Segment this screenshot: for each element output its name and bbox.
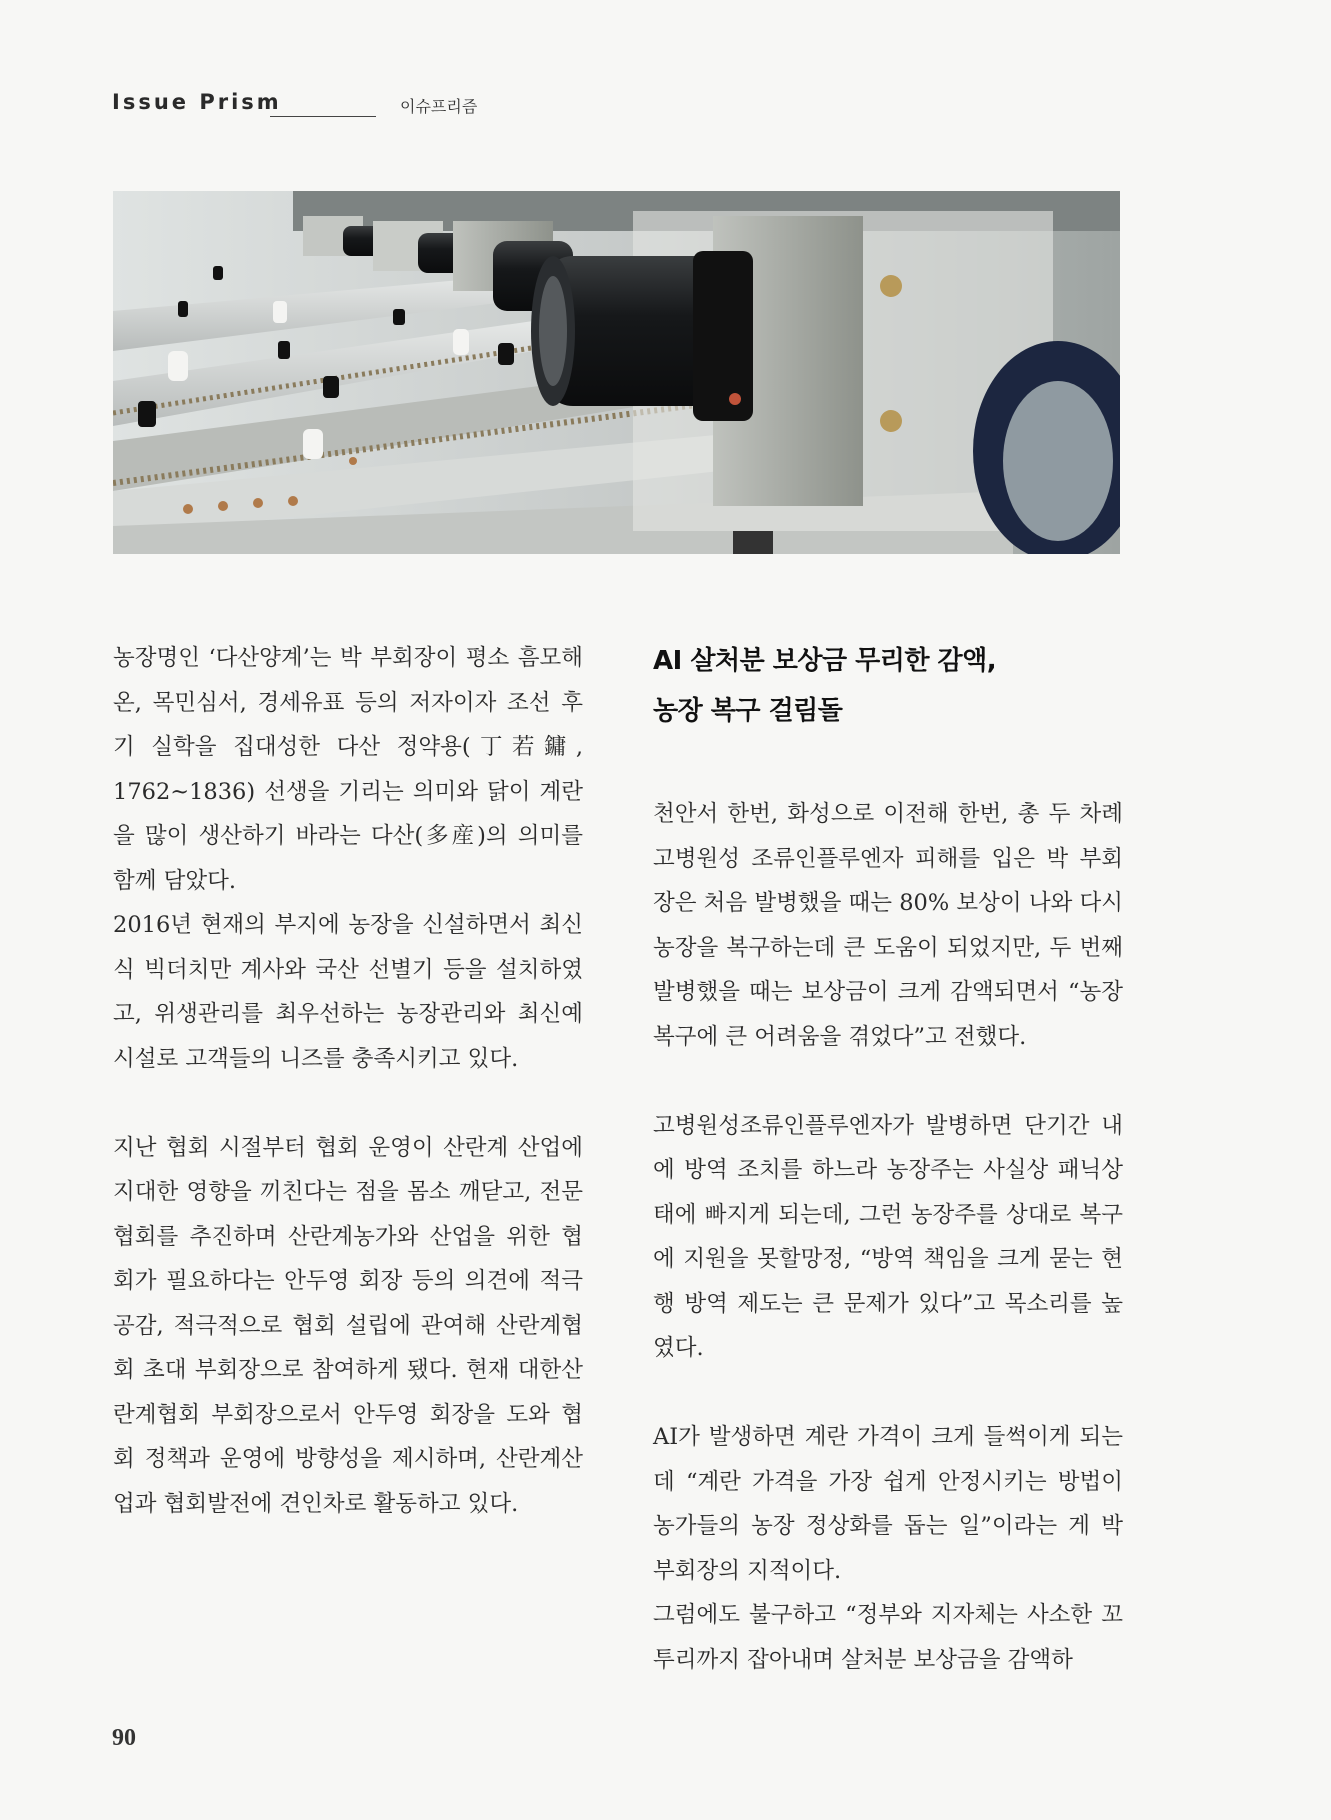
body-paragraph: 천안서 한번, 화성으로 이전해 한번, 총 두 차례 고병원성 조류인플루엔자 피해를 입은 박 부회장은 처음 발병했을 때는 80% 보상이 나와 다시 농장을 복구하는데 큰 도움이 되었지만, 두 번째 발병했을 때는 보상금이 크게 감액되면서 “농장 복구에 큰 어려움을 겪었다”고 전했다. xyxy=(653,801,1123,1050)
body-paragraph: 그럼에도 불구하고 “정부와 지자체는 사소한 꼬투리까지 잡아내며 살처분 보상금을 감액하 xyxy=(653,1602,1123,1673)
subheading-line: AI 살처분 보상금 무리한 감액, xyxy=(653,646,997,676)
paragraph-gap xyxy=(113,1081,583,1126)
body-paragraph: 농장명인 ‘다산양계’는 박 부회장이 평소 흠모해 온, 목민심서, 경세유표 등의 저자이자 조선 후기 실학을 집대성한 다산 정약용(丁若鏞, 1762~1836) 선생을 기리는 의미와 닭이 계란을 많이 생산하기 바라는 다산(多産)의 의미를 함께 담았다. xyxy=(113,645,583,894)
paragraph-gap xyxy=(653,1059,1123,1104)
body-paragraph: AI가 발생하면 계란 가격이 크게 들썩이게 되는데 “계란 가격을 가장 쉽게 안정시키는 방법이 농가들의 농장 정상화를 돕는 일”이라는 게 박 부회장의 지적이다. xyxy=(653,1424,1123,1584)
body-paragraph: 지난 협회 시절부터 협회 운영이 산란계 산업에 지대한 영향을 끼친다는 점을 몸소 깨닫고, 전문협회를 추진하며 산란계농가와 산업을 위한 협회가 필요하다는 안두영 회장 등의 의견에 적극 공감, 적극적으로 협회 설립에 관여해 산란계협회 초대 부회장으로 참여하게 됐다. 현재 대한산란계협회 부회장으로서 안두영 회장을 도와 협회 정책과 운영에 방향성을 제시하며, 산란계산업과 협회발전에 견인차로 활동하고 있다. xyxy=(113,1134,583,1517)
paragraph-gap xyxy=(653,1371,1123,1416)
header-divider xyxy=(270,116,376,117)
left-column xyxy=(113,636,583,1526)
body-paragraph: 2016년 현재의 부지에 농장을 신설하면서 최신식 빅더치만 계사와 국산 선별기 등을 설치하였고, 위생관리를 최우선하는 농장관리와 최신예 시설로 고객들의 니즈를 충족시키고 있다. xyxy=(113,912,583,1072)
subheading-line: 농장 복구 걸림돌 xyxy=(653,696,843,726)
header-title-en: Issue Prism xyxy=(112,90,282,114)
page-number: 90 xyxy=(112,1725,136,1751)
right-column xyxy=(653,636,1123,1682)
photo-illustration xyxy=(113,191,1120,554)
section-subheading xyxy=(653,636,1123,736)
header-title-ko: 이슈프리즘 xyxy=(400,97,478,116)
egg-grading-machine-photo xyxy=(113,191,1120,554)
body-paragraph: 고병원성조류인플루엔자가 발병하면 단기간 내에 방역 조치를 하느라 농장주는 사실상 패닉상태에 빠지게 되는데, 그런 농장주를 상대로 복구에 지원을 못할망정, “방역 책임을 크게 묻는 현행 방역 제도는 큰 문제가 있다”고 목소리를 높였다. xyxy=(653,1112,1123,1361)
